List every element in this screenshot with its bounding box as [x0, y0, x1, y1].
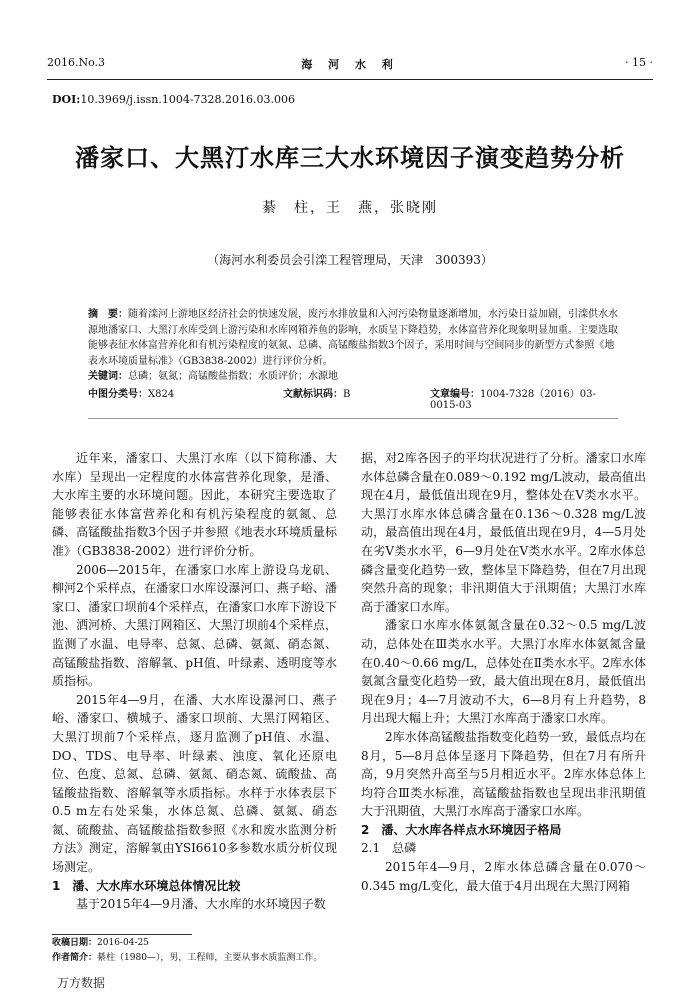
- footnote: [52, 936, 322, 966]
- classification-value: X824: [148, 389, 175, 400]
- paragraph: 近年来，潘家口、大黑汀水库（以下简称潘、大水库）呈现出一定程度的水体富营养化现象，是潘、大水库主要的水环境问题。因此，本研究主要选取了能够表征水体富营养化和有机污染程度的氨氮、总磷、高锰酸盐指数3个因子并参照《地表水环境质量标准》（GB3838-2002）进行评价分析。: [52, 451, 337, 558]
- paragraph: 基于2015年4—9月潘、大水库的水环境因子数: [76, 897, 326, 912]
- received-date: 2016-04-25: [97, 938, 149, 948]
- doi: [52, 93, 295, 106]
- paragraph: 2006—2015年，在潘家口水库上游设乌龙矶、柳河2个采样点，在潘家口水库设瀑河口、燕子峪、潘家口、潘家口坝前4个采样点，在潘家口水库下游设下池、洒河桥、大黑汀网箱区、大黑汀坝前4个采样点，监测了水温、电导率、总氮、总磷、氨氮、硝态氮、高锰酸盐指数、溶解氧、pH值、叶绿素、透明度等水质指标。: [52, 562, 337, 689]
- section-heading-1: 1 潘、大水库水环境总体情况比较: [52, 878, 241, 893]
- article-number-value: 1004-7328（2016）03-0015-03: [430, 389, 596, 411]
- received-label: 收稿日期：: [52, 938, 98, 948]
- article-number-label: 文章编号：: [430, 389, 480, 400]
- article-number: [430, 385, 618, 411]
- abstract: [88, 307, 618, 385]
- page-number: · 15 ·: [625, 56, 653, 69]
- classification: [88, 385, 174, 400]
- article-title: 潘家口、大黑汀水库三大水环境因子演变趋势分析: [75, 144, 625, 172]
- doi-label: DOI:: [52, 93, 81, 106]
- keywords-label: 关键词：: [88, 371, 128, 382]
- watermark: 万方数据: [57, 976, 106, 990]
- running-header: [47, 56, 653, 76]
- issue-number: 2016.No.3: [47, 56, 106, 69]
- subsection-heading-2-1: 2.1 总磷: [361, 841, 417, 856]
- doi-value: 10.3969/j.issn.1004-7328.2016.03.006: [80, 93, 295, 106]
- paragraph: 据，对2库各因子的平均状况进行了分析。潘家口水库水体总磷含量在0.089～0.192 mg/L波动，最高值出现在4月，最低值出现在9月，整体处在Ⅴ类水水平。大黑汀水库水体总磷含量在0.136～0.328 mg/L波动，最高值出现在4月，最低值出现在9月，4—5月处在劣Ⅴ类水水平，6—9月处在Ⅴ类水水平。2库水体总磷含量变化趋势一致，整体呈下降趋势，但在7月出现突然升高的现象；非汛期值大于汛期值；大黑汀水库高于潘家口水库。: [361, 451, 646, 614]
- author-bio: 綦柱（1980—），男，工程师，主要从事水质监测工作。: [97, 953, 323, 963]
- affiliation: （海河水利委员会引滦工程管理局，天津 300393）: [207, 253, 493, 267]
- doc-code: [283, 385, 350, 400]
- paragraph: 2015年4—9月，在潘、大水库设瀑河口、燕子峪、潘家口、横城子、潘家口坝前、大黑汀网箱区、大黑汀坝前7个采样点，逐月监测了pH值、水温、DO、TDS、电导率、叶绿素、浊度、氧化还原电位、色度、总氮、总磷、氨氮、硝态氮、硫酸盐、高锰酸盐指数、溶解氧等水质指标。水样于水体表层下0.5 m左右处采集，水体总氮、总磷、氨氮、硝态氮、硫酸盐、高锰酸盐指数参照《水和废水监测分析方法》测定，溶解氧由YSI6610多参数水质分析仪现场测定。: [52, 692, 337, 875]
- paragraph: 潘家口水库水体氨氮含量在0.32～0.5 mg/L波动，总体处在Ⅲ类水水平。大黑汀水库水体氨氮含量在0.40～0.66 mg/L，总体处在Ⅱ类水水平。2库水体氨氮含量变化趋势一致，最大值出现在8月，最低值出现在9月；4—7月波动不大，6—8月有上升趋势，8月出现大幅上升；大黑汀水库高于潘家口水库。: [361, 618, 646, 726]
- section-heading-2: 2 潘、大水库各样点水环境因子格局: [361, 822, 562, 837]
- authors: 綦 柱，王 燕，张晓刚: [262, 200, 438, 216]
- header-rule: [47, 79, 653, 80]
- right-column: [361, 449, 646, 895]
- doc-code-label: 文献标识码：: [283, 389, 343, 400]
- left-column: [52, 449, 337, 914]
- doc-code-value: B: [343, 389, 351, 400]
- footnote-rule: [52, 934, 192, 935]
- keywords-text: 总磷；氨氮；高锰酸盐指数；水质评价；水源地: [128, 371, 338, 382]
- abstract-text: 随着滦河上游地区经济社会的快速发展，废污水排放量和入河污染物量逐渐增加，水污染日益加剧，引滦供水水源地潘家口、大黑汀水库受到上游污染和水库网箱养鱼的影响，水质呈下降趋势，水体富营养化现象明显加重。主要选取能够表征水体富营养化和有机污染程度的氨氮、总磷、高锰酸盐指数3个因子，采用时间与空间同步的新型方式参照《地表水环境质量标准》（GB3838-2002）进行评价分析。: [88, 309, 618, 367]
- abstract-divider: [88, 418, 618, 419]
- paragraph: 2库水体高锰酸盐指数变化趋势一致，最低点均在8月，5—8月总体呈逐月下降趋势，但在7月有所升高，9月突然升高至与5月相近水平。2库水体总体上均符合Ⅲ类水标准，高锰酸盐指数也呈现出非汛期值大于汛期值，大黑汀水库高于潘家口水库。: [361, 729, 646, 819]
- author-bio-label: 作者简介：: [52, 953, 98, 963]
- classification-row: [88, 385, 618, 411]
- paragraph: 2015年4—9月，2库水体总磷含量在0.070～0.345 mg/L变化，最大值于4月出现在大黑汀网箱: [361, 860, 646, 893]
- abstract-label: 摘 要：: [88, 309, 128, 320]
- classification-label: 中图分类号：: [88, 389, 148, 400]
- journal-name: 海 河 水 利: [301, 58, 399, 71]
